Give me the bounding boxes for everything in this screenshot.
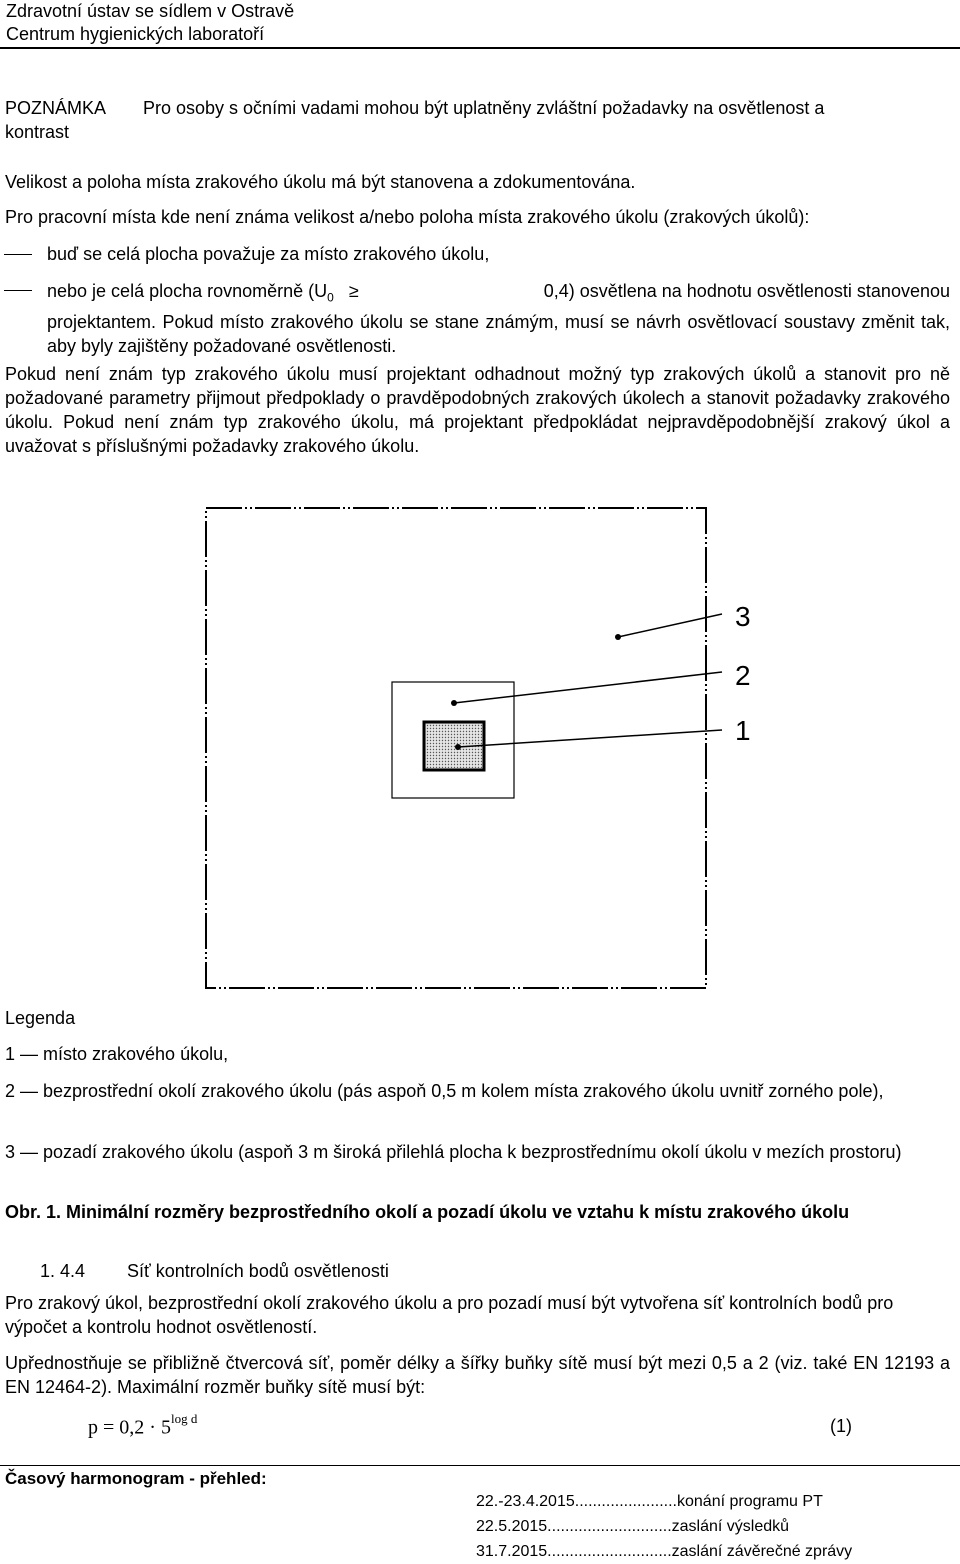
note-text: Pro osoby s očními vadami mohou být uplatněny zvláštní požadavky na osvětlenost a [143, 98, 825, 118]
legend-title: Legenda [5, 1008, 76, 1028]
schedule-divider [0, 1465, 960, 1466]
diagram-task-area [0, 490, 960, 1000]
schedule-title: Časový harmonogram - přehled: [5, 1469, 267, 1488]
section-title: Síť kontrolních bodů osvětlenosti [127, 1261, 389, 1281]
bullet-item-2: nebo je celá plocha rovnoměrně ($U_0$ ≥ 0,4) osvětlena na hodnotu osvětlenosti stanovenou projektantem. Pokud místo zrakového úkolu se stane známým, musí se návrh osvětlovací soustavy změnit tak, aby byly zajištěny požadované osvětlenosti. [47, 281, 950, 356]
paragraph-2: Pro pracovní místa kde není známa velikost a/nebo poloha místa zrakového úkolu (zrakových úkolů): [5, 207, 810, 227]
legend-item-1: 1 — místo zrakového úkolu, [5, 1044, 229, 1064]
figure-caption: Obr. 1. Minimální rozměry bezprostředního okolí a pozadí úkolu ve vztahu k místu zrakového úkolu [5, 1202, 850, 1222]
bullet-dash-2 [4, 290, 32, 291]
figure-label-3: 3 [735, 601, 751, 632]
leader-line-2 [454, 672, 722, 703]
figure-label-1: 1 [735, 715, 751, 746]
section-number: 1. 4.4 [40, 1261, 86, 1281]
formula-number: (1) [830, 1416, 852, 1436]
note-label: POZNÁMKA [5, 98, 107, 118]
schedule-row-2: 22.5.2015............................zaslání výsledků [476, 1518, 790, 1535]
bullet-item-1: buď se celá plocha považuje za místo zrakového úkolu, [47, 244, 490, 264]
header-divider [0, 47, 960, 49]
schedule-row-1: 22.-23.4.2015.......................konání programu PT [476, 1493, 823, 1510]
bullet-dash-1 [4, 254, 32, 255]
figure-label-2: 2 [735, 660, 751, 691]
section-paragraph-1: Pro zrakový úkol, bezprostřední okolí zrakového úkolu a pro pozadí musí být vytvořena síť kontrolních bodů pro výpočet a kontrolu hodnot osvětleností. [5, 1293, 894, 1337]
legend-item-2: 2 — bezprostřední okolí zrakového úkolu (pás aspoň 0,5 m kolem místa zrakového úkolu uvnitř zorného pole), [5, 1081, 884, 1101]
paragraph-3: Pokud není znám typ zrakového úkolu musí projektant odhadnout možný typ zrakových úkolů a stanovit pro ně požadované parametry přijmout předpoklady o pravděpodobných zrakových úkolech a stanovit požadavky zrakového úkolu. Pokud není znám typ zrakového úkolu, má projektant předpokládat nejpravděpodobnější zrakový úkol a uvažovat s příslušnými požadavky zrakového úkolu. [5, 364, 950, 456]
leader-line-1 [458, 730, 722, 747]
schedule-row-3: 31.7.2015............................zaslání závěrečné zprávy [476, 1543, 853, 1560]
note-text-cont: kontrast [5, 122, 70, 142]
paragraph-1: Velikost a poloha místa zrakového úkolu má být stanovena a zdokumentována. [5, 172, 636, 192]
section-paragraph-2: Upřednostňuje se přibližně čtvercová síť, poměr délky a šířky buňky sítě musí být mezi 0,5 a 2 (viz. také EN 12193 a EN 12464-2). Maximální rozměr buňky sítě musí být: [5, 1353, 950, 1397]
formula: $p = 0,2 \cdot 5^{log d}$ [88, 1411, 198, 1439]
header-department: Centrum hygienických laboratoří [6, 24, 265, 44]
header-institute: Zdravotní ústav se sídlem v Ostravě [6, 1, 295, 21]
legend-item-3: 3 — pozadí zrakového úkolu (aspoň 3 m široká přilehlá plocha k bezprostřednímu okolí úkolu v mezích prostoru) [5, 1142, 902, 1162]
